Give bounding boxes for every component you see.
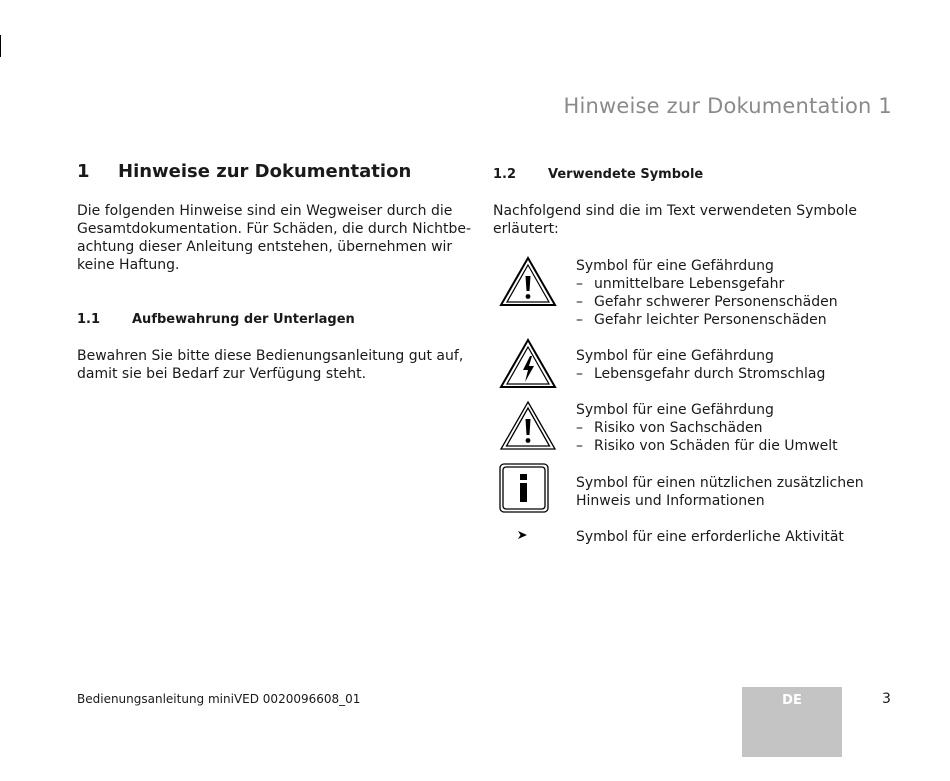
bullet-item: – unmittelbare Lebensgefahr [576, 276, 785, 292]
section-1-1-text [77, 347, 463, 383]
text-line: erläutert: [493, 221, 559, 237]
text-line: achtung dieser Anleitung entstehen, übernehmen wir [77, 239, 453, 255]
text-line: Gesamtdokumentation. Für Schäden, die durch Nichtbe- [77, 221, 472, 237]
text-line: Hinweis und Informationen [576, 493, 765, 509]
text-line: Bewahren Sie bitte diese Bedienungsanleitung gut auf, [77, 348, 464, 364]
bullet-item: – Gefahr schwerer Personenschäden [576, 294, 838, 310]
language-tab: DE [742, 687, 842, 757]
symbol-title: Symbol für eine Gefährdung [576, 258, 774, 274]
action-arrow-icon [518, 530, 528, 540]
crop-mark [0, 35, 1, 57]
running-header: Hinweise zur Dokumentation 1 [563, 94, 892, 118]
text-line: Nachfolgend sind die im Text verwendeten Symbole [493, 203, 857, 219]
page-number: 3 [882, 691, 891, 707]
symbol-title: Symbol für eine Gefährdung [576, 348, 774, 364]
section-1-number: 1 [77, 161, 90, 182]
section-1-intro [77, 202, 471, 274]
text-line: keine Haftung. [77, 257, 180, 273]
symbol-5-description [576, 528, 844, 546]
symbol-1-description [576, 257, 838, 329]
section-1-2-heading [493, 167, 703, 182]
symbol-3-description [576, 401, 838, 455]
symbol-title: Symbol für eine Gefährdung [576, 402, 774, 418]
bullet-item: – Lebensgefahr durch Stromschlag [576, 366, 826, 382]
electric-shock-triangle-icon [499, 338, 557, 390]
text-line: damit sie bei Bedarf zur Verfügung steht. [77, 366, 367, 382]
symbol-2-description [576, 347, 825, 383]
symbol-4-description [576, 474, 864, 510]
caution-triangle-icon [499, 400, 557, 452]
bullet-item: – Risiko von Sachschäden [576, 420, 763, 436]
info-icon [499, 463, 549, 513]
section-1-2-title: Verwendete Symbole [548, 167, 704, 182]
danger-triangle-icon [499, 256, 557, 308]
text-line: Symbol für einen nützlichen zusätzlichen [576, 475, 864, 491]
text-line: Symbol für eine erforderliche Aktivität [576, 529, 844, 545]
bullet-item: – Risiko von Schäden für die Umwelt [576, 438, 838, 454]
footer-document-id: Bedienungsanleitung miniVED 0020096608_01 [77, 692, 361, 706]
section-1-heading [77, 161, 411, 182]
bullet-item: – Gefahr leichter Personenschäden [576, 312, 827, 328]
section-1-1-heading [77, 312, 355, 327]
text-line: Die folgenden Hinweise sind ein Wegweiser durch die [77, 203, 453, 219]
section-1-1-title: Aufbewahrung der Unterlagen [132, 312, 355, 327]
section-1-2-number: 1.2 [493, 167, 517, 182]
section-1-1-number: 1.1 [77, 312, 101, 327]
section-1-title: Hinweise zur Dokumentation [118, 161, 412, 182]
section-1-2-intro [493, 202, 857, 238]
